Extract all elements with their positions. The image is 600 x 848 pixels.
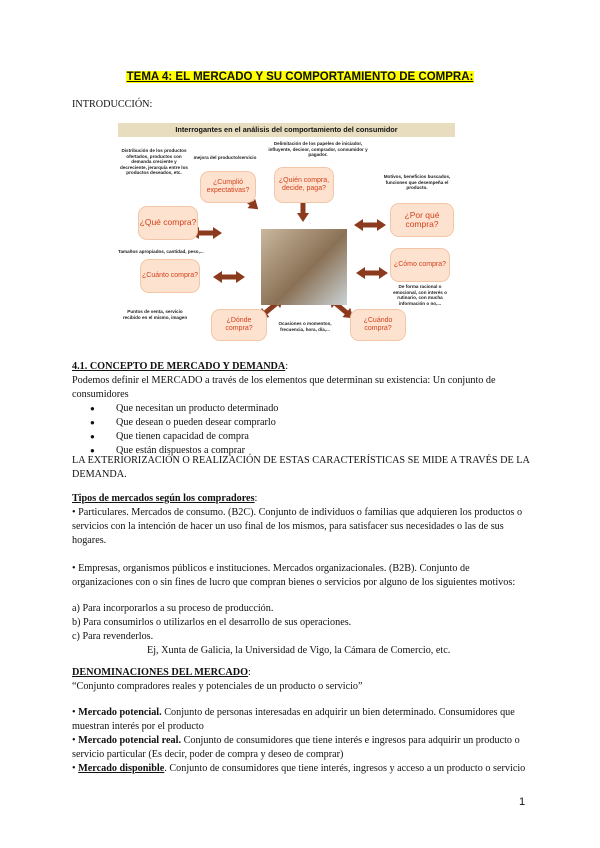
note-papeles: Delimitación de los papeles de iniciador, influyente, decisor, comprador, consumidor y pagador.: [268, 141, 368, 158]
available-market-text: . Conjunto de consumidores que tiene interés, ingresos y acceso a un producto o servicio: [164, 763, 526, 774]
bubble-quien: ¿Quién compra, decide, paga?: [274, 167, 334, 203]
list-item: ● Que desean o pueden desear comprarlo: [90, 416, 542, 430]
heading-colon: :: [254, 493, 258, 504]
section-4-1-heading: 4.1. CONCEPTO DE MERCADO Y DEMANDA: [72, 361, 286, 372]
consumer-bullets: [90, 402, 542, 458]
note-motivos: Motivos, beneficios buscados, funciones que desempeña el producto.: [383, 174, 451, 191]
arrow-cuanto: [213, 271, 245, 283]
bubble-que: ¿Qué compra?: [138, 206, 198, 240]
bullet-mark: •: [72, 763, 79, 774]
motive-a: a) Para incorporarlos a su proceso de producción.: [72, 603, 274, 614]
real-market-text: Conjunto de consumidores que tiene interés e ingresos para adquirir un producto o: [181, 735, 520, 746]
market-types-heading: Tipos de mercados según los compradores: [72, 493, 255, 504]
market-definition-line1: Podemos definir el MERCADO a través de los elementos que determinan su existencia: Un conjunto de: [72, 375, 496, 386]
bullet-mark: •: [72, 707, 79, 718]
denominations-quote: “Conjunto compradores reales y potenciales de un producto o servicio”: [72, 681, 363, 692]
motive-b: b) Para consumirlos o utilizarlos en el desarrollo de sus operaciones.: [72, 617, 352, 628]
bubble-donde: ¿Dónde compra?: [211, 309, 267, 341]
real-market-label: Mercado potencial real.: [78, 735, 182, 746]
page-title: TEMA 4: EL MERCADO Y SU COMPORTAMIENTO DE COMPRA:: [126, 71, 474, 83]
demand-caps-line1: LA EXTERIORIZACIÓN O REALIZACIÓN DE ESTAS CARACTERÍSTICAS SE MIDE A TRAVÉS DE LA: [72, 455, 530, 466]
intro-heading: INTRODUCCIÓN:: [72, 99, 153, 110]
market-definition-line2: consumidores: [72, 389, 129, 400]
bubble-porque: ¿Por qué compra?: [390, 203, 454, 237]
consumer-behavior-diagram: [118, 121, 455, 345]
bubble-cumplio: ¿Cumplió expectativas?: [200, 171, 256, 203]
market-denominations: [72, 666, 542, 776]
section-4-1: [72, 360, 542, 482]
heading-colon: :: [248, 667, 251, 678]
shopping-photo: [261, 229, 347, 305]
bubble-cuando: ¿Cuándo compra?: [350, 309, 406, 341]
note-mejora: mejora del producto/servicio: [193, 155, 257, 160]
real-market-text2: servicio particular (Es decir, poder de compra y deseo de comprar): [72, 749, 344, 760]
demand-caps-line2: DEMANDA.: [72, 469, 127, 480]
page-number: 1: [519, 796, 526, 808]
potential-market-label: Mercado potencial.: [78, 707, 162, 718]
b2c-line2: servicios con la intención de hacer un uso final de los mismos, para satisfacer sus necesidades o las de sus: [72, 521, 504, 532]
motive-c: c) Para revenderlos.: [72, 631, 154, 642]
b2c-line1: • Particulares. Mercados de consumo. (B2C). Conjunto de individuos o familias que adquieren los productos o: [72, 507, 523, 518]
diagram-header: Interrogantes en el análisis del comportamiento del consumidor: [118, 123, 455, 137]
list-item: ● Que necesitan un producto determinado: [90, 402, 542, 416]
arrow-como: [356, 267, 388, 279]
example-line: Ej, Xunta de Galicia, la Universidad de Vigo, la Cámara de Comercio, etc.: [147, 645, 451, 656]
list-item: ● Que están dispuestos a comprar: [90, 444, 542, 458]
heading-colon: :: [285, 361, 289, 372]
arrow-porque: [354, 219, 386, 231]
note-distribucion: Distribución de los productos ofertados, productos con demanda creciente y decreciente, jerarquía entre los productos deseados, etc.: [120, 148, 188, 176]
note-ocasiones: Ocasiones o momentos, frecuencia, hora, día,...: [278, 321, 332, 332]
denominations-heading: DENOMINACIONES DEL MERCADO: [72, 667, 249, 678]
list-item: ● Que tienen capacidad de compra: [90, 430, 542, 444]
b2b-line2: organizaciones con o sin fines de lucro que compran bienes o servicios por alguno de los siguientes motivos:: [72, 577, 516, 588]
bullet-mark: •: [72, 735, 79, 746]
b2c-line3: hogares.: [72, 535, 107, 546]
bubble-como: ¿Cómo compra?: [390, 248, 450, 282]
note-tamanos: Tamaños apropiados, cantidad, peso,...: [118, 249, 204, 254]
potential-market-text2: muestran interés por el producto: [72, 721, 204, 732]
available-market-label: Mercado disponible: [78, 763, 165, 774]
note-puntos: Puntos de venta, servicio recibido en el mismo, imagen: [122, 309, 188, 320]
potential-market-text: Conjunto de personas interesadas en adquirir un bien determinado. Consumidores que: [161, 707, 515, 718]
b2b-line1: • Empresas, organismos públicos e instituciones. Mercados organizacionales. (B2B). Conjunto de: [72, 563, 470, 574]
market-types: [72, 492, 542, 658]
note-forma: De forma racional o emocional, con interés o rutinario, con mucha información o no,...: [393, 284, 447, 306]
bubble-cuanto: ¿Cuánto compra?: [140, 259, 200, 293]
